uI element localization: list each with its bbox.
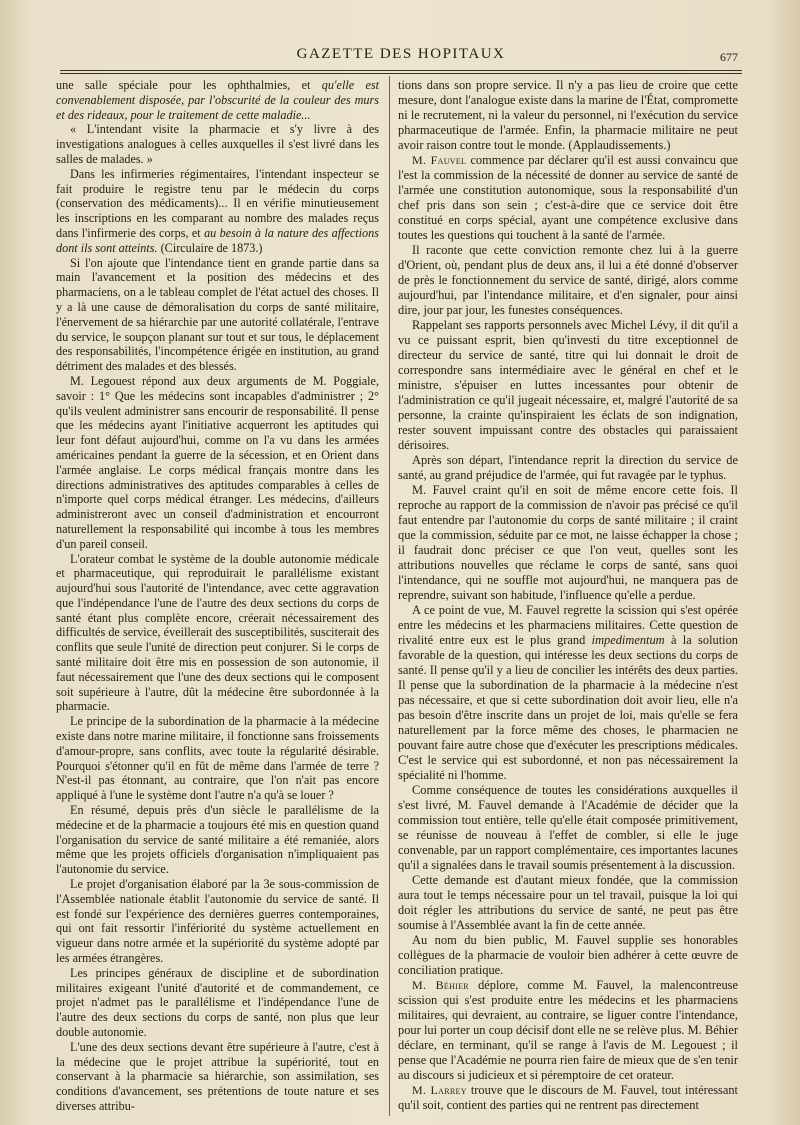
paragraph: M. Fauvel craint qu'il en soit de même encore cette fois. Il reproche au rapport de la commission de n'avoir pas précisé ce qu'il faut entendre par l'autonomie du corps de santé militaire ; il craint que la commission, séduite par ce mot, ne laisse échapper la chose ; il faudrait donc préciser ce que l'on veut, quelles sont les attributions nouvelles que réclame le corps de santé, sans quoi l'intendance, qui ne souffle mot aujourd'hui, ne manquera pas de reprendre, suivant son habitude, l'influence qu'elle a perdue. <box>398 483 738 602</box>
paragraph: L'orateur combat le système de la double autonomie médicale et pharmaceutique, qui reproduirait le parallélisme existant aujourd'hui sous l'autorité de l'intendance, avec cette aggravation que l'indépendance l'une de l'autre des deux sections du corps de santé étant plus complète encore, créerait nécessairement des difficultés de service, éveillerait des susceptibilités, susciterait des conflits que seule l'unité de direction peut conjurer. Si le corps de santé militaire doit être mis en possession de son autonomie, il faut nécessairement que l'une des deux sections qui le composent soit supérieure à l'autre, dût la médecine être subordonnée à la pharmacie. <box>56 551 379 714</box>
paragraph: M. Béhier déplore, comme M. Fauvel, la malencontreuse scission qui s'est produite entre les médecins et les pharmaciens militaires, qui devraient, au contraire, se liguer contre l'intendance, pour lui porter un coup décisif dont elle ne se relève plus. M. Béhier déclare, en terminant, qu'il se range à l'avis de M. Legouest ; il pense que l'Académie ne pourra rien faire de mieux que de s'en tenir au discours si judicieux et si péremptoire de cet orateur. <box>398 978 738 1082</box>
paragraph: Le projet d'organisation élaboré par la 3e sous-commission de l'Assemblée nationale établit l'autonomie du service de santé. Il est fondé sur l'expérience des dernières guerres contemporaines, qui ont fait ressortir l'infériorité du système actuellement en vigueur dans notre armée et la supériorité du système adopté par les armées étrangères. <box>56 877 379 966</box>
header-rule-top <box>60 70 742 71</box>
paragraph: M. Legouest répond aux deux arguments de M. Poggiale, savoir : 1° Que les médecins sont incapables d'administrer ; 2° qu'ils veulent administrer sans encourir de responsabilité. Il pense que les médecins ayant l'initiative acquerront les aptitudes qui leur font défaut aujourd'hui, comme on l'a vu dans les armées américaines pendant la guerre de la sécession, et en Orient dans l'armée anglaise. Le corps médical français montre dans les directions administratives des aptitudes comparables à celles de n'importe quel corps médical étranger. Les médecins, d'ailleurs administreront avec un conseil d'administration et encourront naturellement la responsabilité qui incombe à tous les membres d'un pareil conseil. <box>56 373 379 551</box>
speaker-name: M. Larrey <box>412 1083 467 1097</box>
paragraph: M. Larrey trouve que le discours de M. Fauvel, tout intéressant qu'il soit, contient des parties qui ne rentrent pas directement <box>398 1083 738 1112</box>
paragraph: Après son départ, l'intendance reprit la direction du service de santé, au grand préjudice de l'armée, qui fut ravagée par le typhus. <box>398 453 738 482</box>
paragraph: Si l'on ajoute que l'intendance tient en grande partie dans sa main l'avancement et la position des médecins et des pharmaciens, on a le tableau complet de l'état actuel des choses. Il y a là une cause de démoralisation du corps de santé militaire, l'énervement de sa hiérarchie par une autorité collatérale, l'entrave du service, le soupçon planant sur tout et sur tous, le déplacement des responsabilités, l'incompétence érigée en institution, au grand détriment des malades et des blessés. <box>56 255 379 374</box>
masthead-title: GAZETTE DES HOPITAUX <box>296 46 506 62</box>
paragraph: Au nom du bien public, M. Fauvel supplie ses honorables collègues de la pharmacie de vouloir bien adhérer à cette œuvre de conciliation pratique. <box>398 933 738 977</box>
page-number: 677 <box>720 50 738 64</box>
speaker-name: M. Fauvel <box>412 153 467 167</box>
paragraph: Comme conséquence de toutes les considérations auxquelles il s'est livré, M. Fauvel demande à l'Académie de décider que la commission tout entière, telle qu'elle était composée primitivement, se réunisse de nouveau à l'effet de combler, si elle le juge convenable, par un rapport complémentaire, ces importantes lacunes qu'il a signalées dans le travail soumis présentement à la discussion. <box>398 783 738 872</box>
right-column <box>398 78 738 1113</box>
paragraph: Rappelant ses rapports personnels avec Michel Lévy, il dit qu'il a vu ce puissant esprit, bien qu'investi du titre exceptionnel de directeur du service de santé, titre qui lui donnait le droit de correspondre sans intermédiaire avec le général en chef et le ministre, s'épuiser en luttes incessantes pour obtenir de l'administration ce qu'il jugeait nécessaire, et, malgré l'autorité de sa personne, la crainte qu'inspiraient les éclats de son indignation, rester souvent impuissant contre des obstacles qui paraissaient dérisoires. <box>398 318 738 452</box>
left-column <box>56 78 379 1114</box>
header-rule-bottom <box>60 73 742 74</box>
paragraph: Le principe de la subordination de la pharmacie à la médecine existe dans notre marine militaire, il fonctionne sans froissements d'amour-propre, sans conflits, avec toute la régularité désirable. Pourquoi s'étonner qu'il en fût de même dans l'armée de terre ? N'est-il pas étonnant, au contraire, que l'on n'ait pas encore appliqué à l'une le système dont l'autre n'a qu'à se louer ? <box>56 714 379 803</box>
paragraph: « L'intendant visite la pharmacie et s'y livre à des investigations analogues à celles auxquelles il s'est livré dans les salles de malades. » <box>56 122 379 166</box>
paragraph: M. Fauvel commence par déclarer qu'il est aussi convaincu que l'est la commission de la nécessité de donner au service de santé de l'armée une constitution autonomique, sous la responsabilité d'un chef pris dans son sein ; c'est-à-dire que ce service doit être constitué en corps spécial, ayant une compétence exclusive dans toutes les questions qui touchent à la santé de l'armée. <box>398 153 738 242</box>
paragraph: une salle spéciale pour les ophthalmies, et qu'elle est convenablement disposée, par l'obscurité de la couleur des murs et des rideaux, pour le traitement de cette maladie... <box>56 78 379 122</box>
speaker-name: M. Béhier <box>412 978 469 992</box>
paragraph: A ce point de vue, M. Fauvel regrette la scission qui s'est opérée entre les médecins et les pharmaciens militaires. Cette question de rivalité entre eux est le plus grand impedimentum à la solution favorable de la question, qui intéresse les deux sections du corps de santé. Il pense qu'il y a lieu de concilier les intérêts des deux parties. Il pense que la subordination de la pharmacie à la médecine n'est pas nécessaire, et que si cette subordination doit avoir lieu, elle n'a pas besoin d'être inscrite dans un projet de loi, mais qu'elle se fera naturellement par la force même des choses, le pharmacien ne pouvant faire autre chose que d'exécuter les prescriptions médicales. C'est le service qui est subordonné, et non pas nécessairement la spécialité ni l'homme. <box>398 603 738 782</box>
paragraph: Dans les infirmeries régimentaires, l'intendant inspecteur se fait produire le registre tenu par le médecin du corps (conservation des médicaments)... Il en vérifie minutieusement les inscriptions en les comparant au nombre des malades reçus dans l'infirmerie des corps, et au besoin à la nature des affections dont ils sont atteints. (Circulaire de 1873.) <box>56 166 379 255</box>
paragraph: Cette demande est d'autant mieux fondée, que la commission aura tout le temps nécessaire pour un tel travail, puisque la loi qui doit régler les attributions du service de santé, ne peut pas être soumise à l'Assemblée avant la fin de cette année. <box>398 873 738 932</box>
paragraph: Les principes généraux de discipline et de subordination militaires exigeant l'unité d'autorité et de commandement, ce projet n'admet pas le parallélisme et l'indépendance l'une de l'autre des deux sections du corps de santé, non plus que leur double autonomie. <box>56 965 379 1039</box>
paragraph: En résumé, depuis près d'un siècle le parallélisme de la médecine et de la pharmacie a toujours été mis en question quand l'organisation du service de santé militaire a été remaniée, alors même que les projets officiels d'organisation n'impliquaient pas l'autonomie du service. <box>56 803 379 877</box>
paragraph: Il raconte que cette conviction remonte chez lui à la guerre d'Orient, où, pendant plus de deux ans, il lui a été donné d'observer de près le fonctionnement du service de santé, dirigé, alors comme aujourd'hui, par l'intendance militaire, et d'en signaler, pour ainsi dire, jour par jour, les funestes conséquences. <box>398 243 738 317</box>
paragraph: tions dans son propre service. Il n'y a pas lieu de croire que cette mesure, dont l'analogue existe dans la marine de l'État, compromette ni le recrutement, ni la valeur du personnel, ni l'exécution du service pharmaceutique de l'armée. Enfin, la pharmacie militaire ne peut avoir raison contre tout le monde. (Applaudissements.) <box>398 78 738 152</box>
paragraph: L'une des deux sections devant être supérieure à l'autre, c'est à la médecine que le projet attribue la supériorité, tout en conservant à la pharmacie sa hiérarchie, son assimilation, ses conditions d'avancement, ses prétentions de toute nature et ses diverses attribu- <box>56 1039 379 1113</box>
page-header <box>64 46 738 68</box>
column-divider <box>389 76 390 1116</box>
